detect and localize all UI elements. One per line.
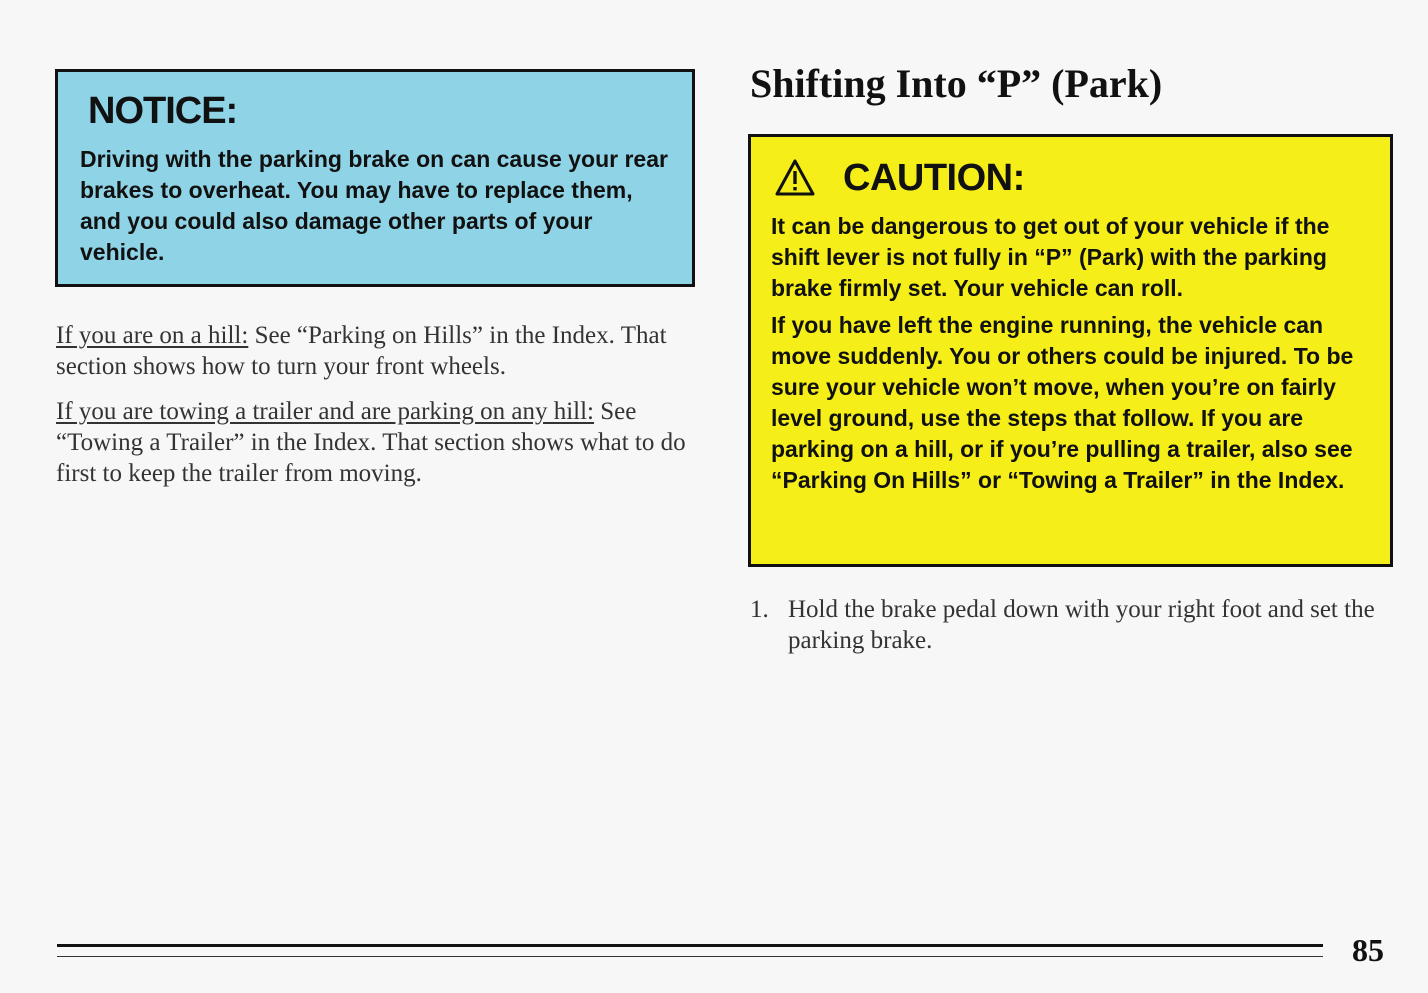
hill-paragraph-lead: If you are on a hill: [56,322,249,349]
step-text: Hold the brake pedal down with your right foot and set the parking brake. [788,596,1375,654]
caution-header [775,159,1370,197]
trailer-paragraph [56,396,706,489]
notice-title: NOTICE: [88,90,238,132]
step-number: 1. [750,596,769,623]
caution-title: CAUTION: [843,157,1025,199]
warning-triangle-icon [775,159,815,197]
notice-box [55,69,695,287]
hill-paragraph-body: See “Parking on Hills” in the Index. That section shows how to turn your front wheels. [56,322,667,380]
notice-text: Driving with the parking brake on can cause your rear brakes to overheat. You may have to replace them, and you could also damage other parts of your vehicle. [80,146,668,265]
footer-rule-thick [57,944,1323,947]
step-item [750,594,1390,656]
caution-text-1: It can be dangerous to get out of your vehicle if the shift lever is not fully in “P” (Park) with the parking brake firmly set. Your vehicle can roll. [771,213,1330,301]
trailer-paragraph-lead: If you are towing a trailer and are parking on any hill: [56,398,595,425]
section-heading: Shifting Into “P” (Park) [750,61,1163,106]
caution-box [748,134,1393,567]
hill-paragraph [56,320,706,382]
caution-text-2: If you have left the engine running, the vehicle can move suddenly. You or others could be injured. To be sure your vehicle won’t move, when you’re on fairly level ground, use the steps that follow. If you are parking on a hill, or if you’re pulling a trailer, also see “Parking On Hills” or “Towing a Trailer” in the Index. [771,312,1354,493]
footer-rule-thin [57,956,1323,957]
page-number: 85 [1352,932,1384,968]
trailer-paragraph-body: See “Towing a Trailer” in the Index. That section shows what to do first to keep the trailer from moving. [56,398,686,487]
